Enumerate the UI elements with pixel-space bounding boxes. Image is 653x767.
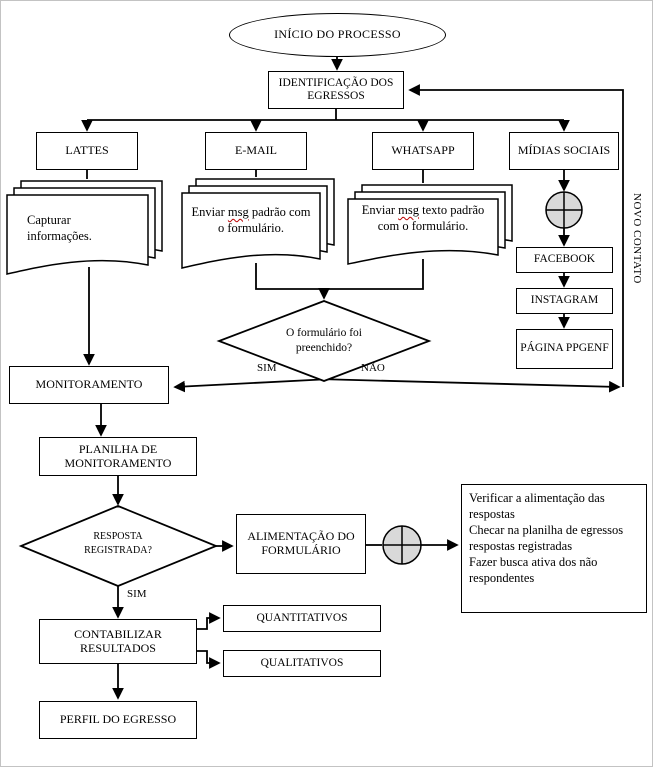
junction-plus-icon-2 bbox=[383, 526, 421, 564]
junction-plus-icon bbox=[546, 192, 582, 228]
alimentacao-node bbox=[236, 514, 366, 574]
alimentacao-label: ALIMENTAÇÃO DO FORMULÁRIO bbox=[247, 529, 355, 557]
social-instagram bbox=[516, 288, 613, 314]
decision-formulario-yes-label: SIM bbox=[257, 362, 277, 374]
channel-email-label: E-MAIL bbox=[235, 143, 277, 158]
channel-midias-sociais bbox=[509, 132, 619, 170]
document-email-text bbox=[189, 204, 313, 237]
document-whatsapp-text bbox=[353, 202, 493, 235]
whatsapp-text-pre: Enviar bbox=[361, 203, 399, 217]
email-text-pre: Enviar bbox=[191, 205, 228, 219]
note-line-1: Verificar a alimentação das respostas bbox=[469, 491, 605, 521]
planilha-node bbox=[39, 437, 197, 476]
monitoramento-node bbox=[9, 366, 169, 404]
qualitativos-node bbox=[223, 650, 381, 677]
channel-whatsapp bbox=[372, 132, 474, 170]
pagina-label: PÁGINA PPGENF bbox=[520, 342, 609, 355]
document-capturar-text: Capturar informações. bbox=[27, 213, 92, 244]
email-text-msg: msg bbox=[227, 205, 249, 219]
decision-formulario-label: O formulário foi preenchido? bbox=[285, 327, 362, 354]
facebook-label: FACEBOOK bbox=[533, 253, 596, 266]
email-text-post: padrão com o formulário. bbox=[218, 205, 311, 236]
channel-email bbox=[205, 132, 307, 170]
social-facebook bbox=[516, 247, 613, 273]
whatsapp-text-post: texto padrão com o formulário. bbox=[377, 203, 485, 234]
channel-whatsapp-label: WHATSAPP bbox=[391, 143, 455, 158]
decision-formulario-no-label: NÃO bbox=[361, 362, 385, 374]
instagram-label: INSTAGRAM bbox=[530, 294, 599, 307]
decision-resposta-label: RESPOSTA REGISTRADA? bbox=[84, 531, 152, 556]
note-line-2: Checar na planilha de egressos respostas registradas bbox=[469, 523, 624, 553]
quantitativos-label: QUANTITATIVOS bbox=[256, 611, 348, 624]
social-pagina-ppgenf bbox=[516, 329, 613, 369]
identificacao-node bbox=[268, 71, 404, 109]
planilha-label: PLANILHA DE MONITORAMENTO bbox=[64, 441, 172, 470]
monitoramento-label: MONITORAMENTO bbox=[35, 377, 143, 392]
connector-nao-loop bbox=[317, 379, 619, 387]
contabilizar-node bbox=[39, 619, 197, 664]
contabilizar-label: CONTABILIZAR RESULTADOS bbox=[74, 626, 162, 655]
connector-docs-merge bbox=[256, 259, 423, 289]
whatsapp-text-msg: msg bbox=[398, 203, 420, 217]
perfil-label: PERFIL DO EGRESSO bbox=[59, 712, 177, 727]
identificacao-label: IDENTIFICAÇÃO DOS EGRESSOS bbox=[278, 76, 394, 102]
channel-midias-label: MÍDIAS SOCIAIS bbox=[517, 143, 611, 158]
start-node bbox=[229, 13, 446, 57]
quantitativos-node bbox=[223, 605, 381, 632]
verification-note bbox=[461, 484, 647, 613]
qualitativos-label: QUALITATIVOS bbox=[260, 656, 344, 669]
connector-contab-quantitativos bbox=[197, 618, 219, 629]
start-label: INÍCIO DO PROCESSO bbox=[274, 27, 401, 42]
channel-lattes bbox=[36, 132, 138, 170]
connector-contab-qualitativos bbox=[197, 651, 219, 663]
channel-lattes-label: LATTES bbox=[65, 143, 109, 158]
decision-resposta-yes-label: SIM bbox=[127, 588, 147, 600]
note-line-3: Fazer busca ativa dos não respondentes bbox=[469, 555, 598, 585]
connector-sim-monitoramento bbox=[175, 379, 331, 387]
perfil-node bbox=[39, 701, 197, 739]
novo-contato-label: NOVO CONTATO bbox=[631, 193, 643, 284]
